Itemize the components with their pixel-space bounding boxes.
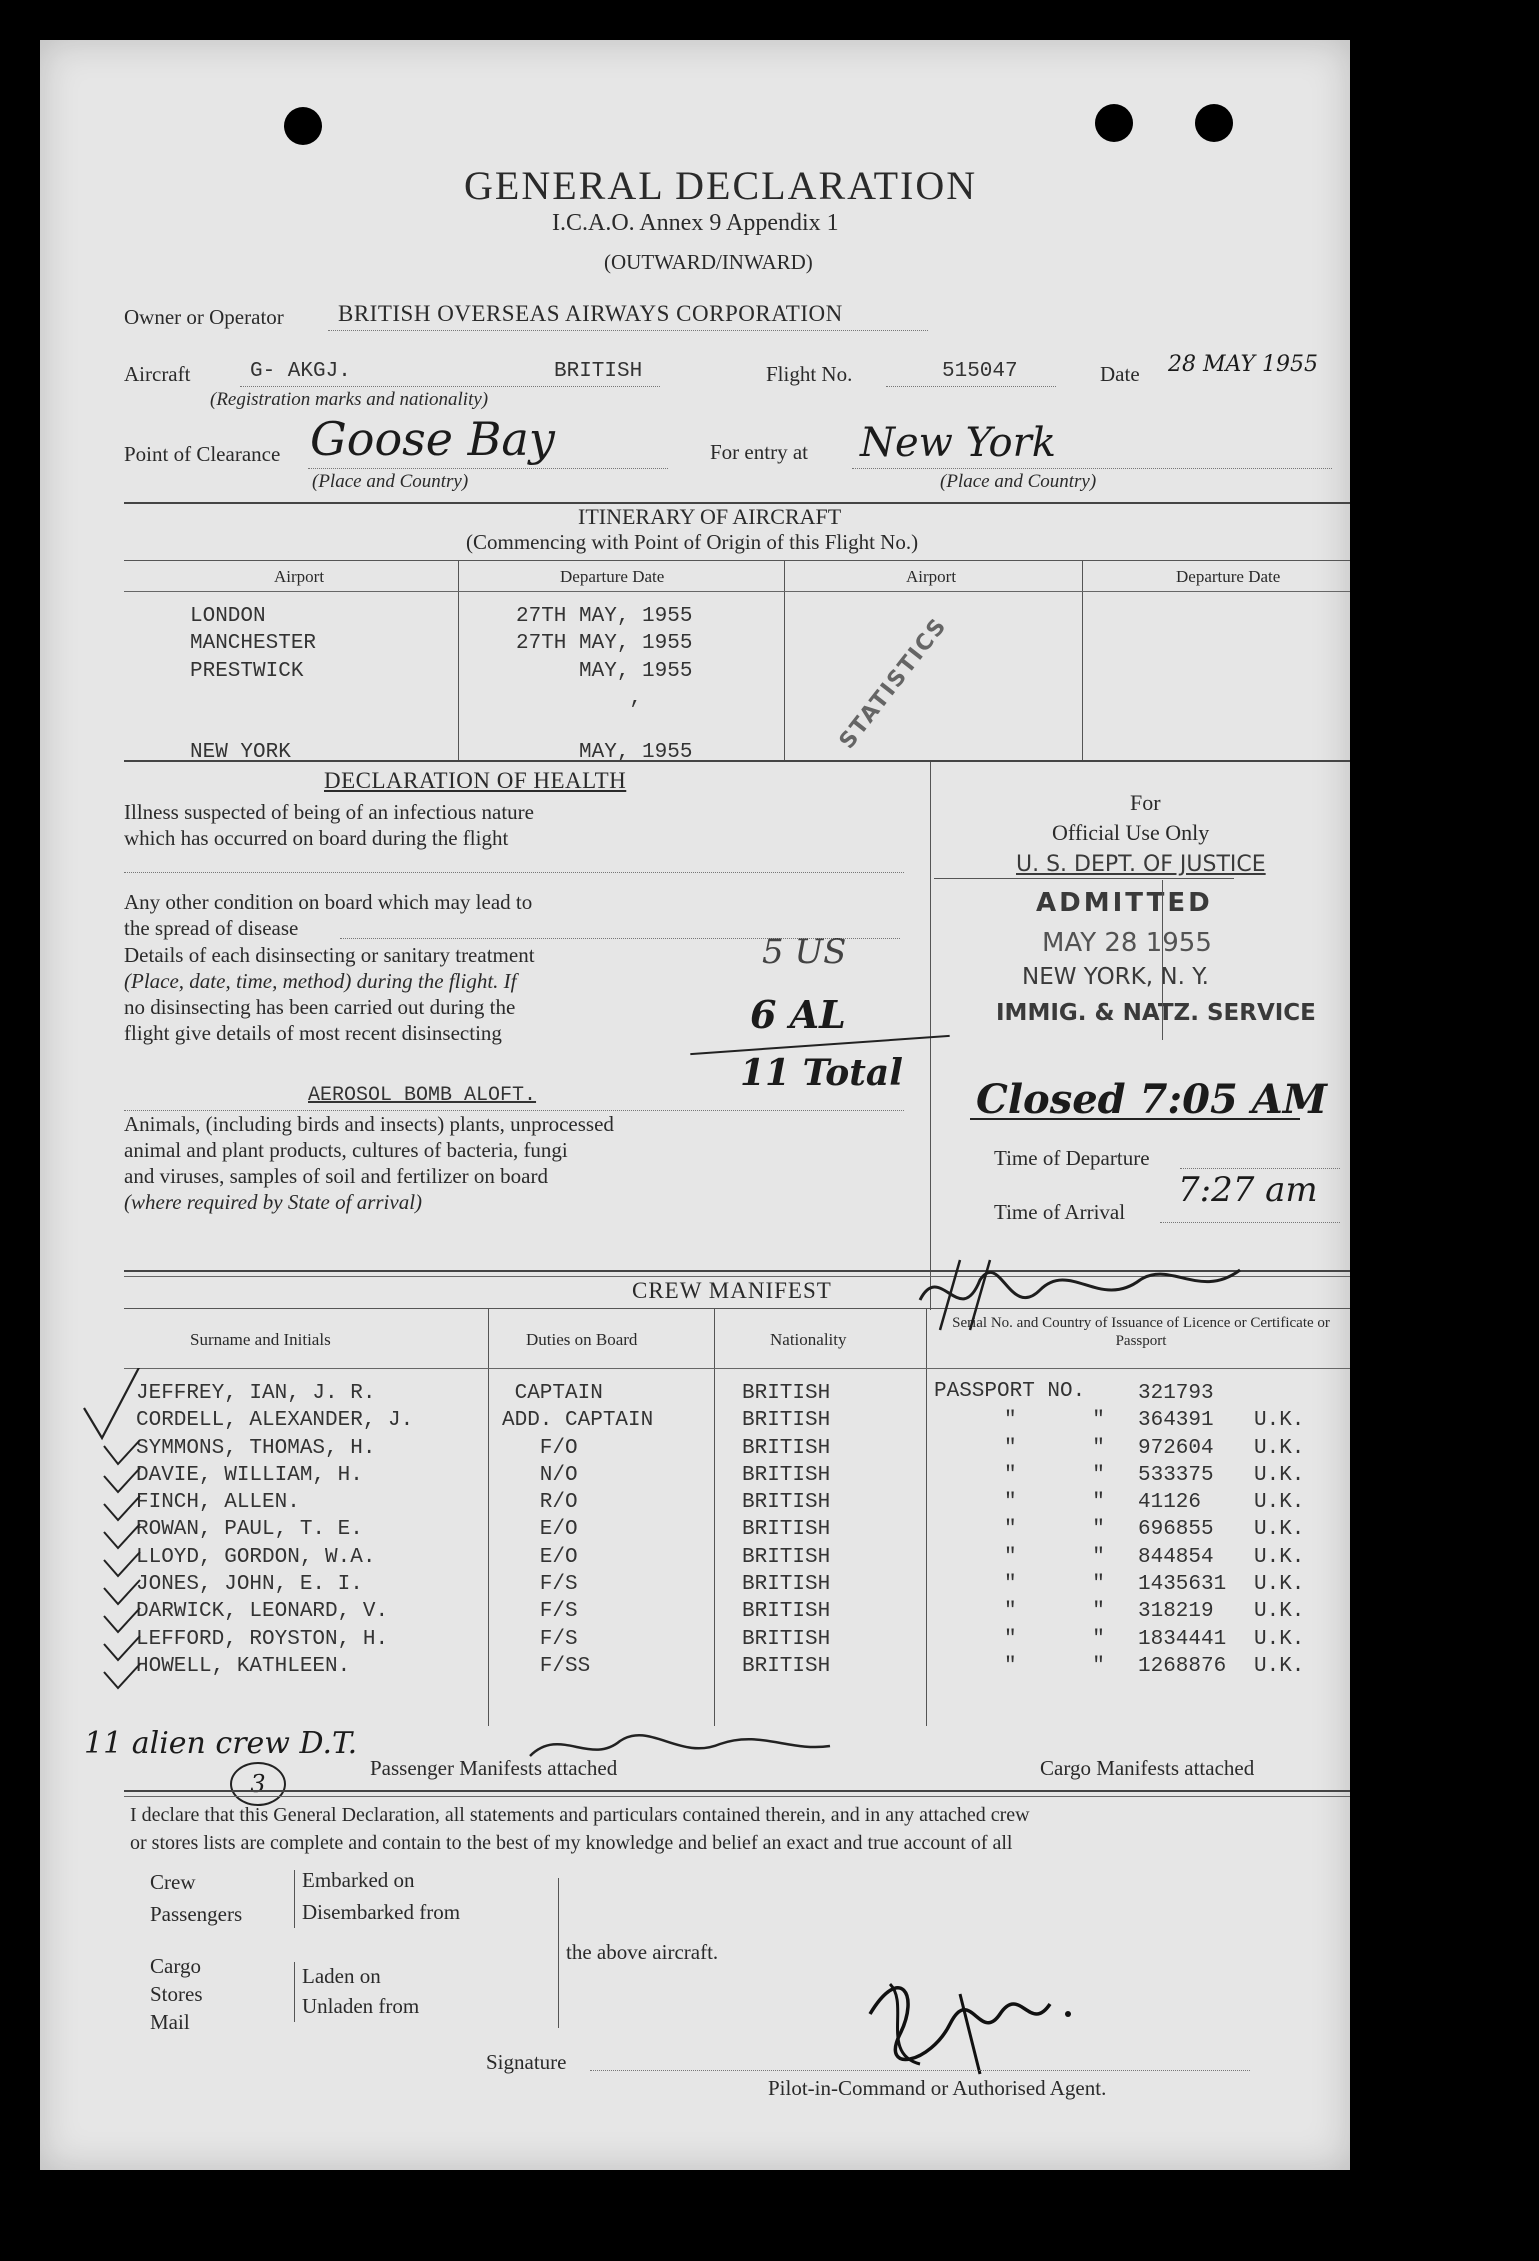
aircraft-label: Aircraft (124, 362, 191, 386)
crew-serial-numbers: 321793 364391 972604 533375 41126 696855 844854 1435631 318219 1834441 1268876 (1138, 1382, 1227, 1678)
health-other-line-2: the spread of disease (124, 916, 299, 940)
crew-label: Crew (150, 1870, 196, 1894)
crew-check-marks (74, 1368, 194, 1698)
cargo-manifests-label: Cargo Manifests attached (1040, 1756, 1255, 1780)
crew-country: U.K. U.K. U.K. U.K. U.K. U.K. U.K. U.K. U.K. U.K. (1254, 1409, 1305, 1678)
form-direction: (OUTWARD/INWARD) (604, 250, 813, 274)
clearance-value: Goose Bay (310, 412, 555, 466)
signature-label: Signature (486, 2050, 567, 2074)
embarked-label: Embarked on (302, 1868, 415, 1892)
passport-label: PASSPORT NO. (934, 1380, 1086, 1403)
tally-us: 5 US (762, 932, 847, 972)
health-animals-line-4: (where required by State of arrival) (124, 1190, 423, 1214)
itinerary-title: ITINERARY OF AIRCRAFT (578, 504, 842, 529)
laden-label: Laden on (302, 1964, 381, 1988)
entry-label: For entry at (710, 440, 808, 464)
health-other-line-1: Any other condition on board which may lead to (124, 890, 533, 914)
closed-note: Closed 7:05 AM (976, 1076, 1328, 1123)
time-of-arrival-label: Time of Arrival (994, 1200, 1126, 1224)
date-label: Date (1100, 362, 1140, 386)
itinerary-header-date-2: Departure Date (1176, 567, 1281, 586)
health-animals-line-3: and viruses, samples of soil and fertilizer on board (124, 1164, 548, 1188)
aircraft-registration: G- AKGJ. (250, 360, 351, 383)
stamp-rule-1 (934, 878, 1234, 879)
above-aircraft-label: the above aircraft. (566, 1940, 719, 1964)
declaration-line-1: I declare that this General Declaration, all statements and particulars contained therein, and in any attached crew (130, 1804, 1030, 1826)
aerosol-note: AEROSOL BOMB ALOFT. (308, 1084, 537, 1107)
flight-value: 515047 (942, 360, 1018, 383)
stamp-divider (1162, 880, 1163, 1040)
statistics-stamp: STATISTICS (834, 613, 953, 754)
crew-header-duties: Duties on Board (526, 1330, 638, 1349)
passengers-label: Passengers (150, 1902, 243, 1926)
official-heading-1: For (1130, 790, 1161, 815)
itinerary-header-airport-1: Airport (274, 567, 325, 586)
health-illness-line-1: Illness suspected of being of an infectious nature (124, 800, 534, 824)
cargo-label: Cargo (150, 1954, 201, 1978)
stores-label: Stores (150, 1982, 203, 2006)
departure-line (1180, 1168, 1340, 1169)
owner-underline (328, 330, 928, 331)
arrival-line (1160, 1222, 1340, 1223)
crew-ditto-marks: " " " " " " " " " " " " " " " " " " " " (1004, 1409, 1105, 1678)
pilot-signature (840, 1954, 1080, 2094)
itinerary-grid (124, 560, 1350, 765)
bracket-2 (294, 1962, 295, 2022)
crew-names: JEFFREY, IAN, J. R. CORDELL, ALEXANDER, J. SYMMONS, THOMAS, H. DAVIE, WILLIAM, H. FINCH, ALLEN. ROWAN, PAUL, T. E. LLOYD, GORDON, W.A. JONES, JOHN, E. I. DARWICK, LEONARD, V. LEFFORD, ROYSTON, H. HOWELL, KATHLEEN. (136, 1382, 414, 1678)
signature-line (590, 2070, 1250, 2071)
form-subtitle: I.C.A.O. Annex 9 Appendix 1 (552, 210, 839, 236)
rule-health-top (124, 760, 1350, 762)
itinerary-header-date-1: Departure Date (560, 567, 665, 586)
health-illness-line-2: which has occurred on board during the flight (124, 826, 509, 850)
aerosol-line (124, 1110, 904, 1111)
aircraft-underline (240, 386, 660, 387)
stamp-admitted: ADMITTED (1036, 888, 1213, 918)
place-caption-2: (Place and Country) (940, 471, 1097, 492)
bracket-1 (294, 1870, 295, 1928)
date-value: 28 MAY 1955 (1168, 352, 1319, 377)
flight-label: Flight No. (766, 362, 853, 386)
stamp-city: NEW YORK, N. Y. (1022, 964, 1209, 990)
crew-nationality: BRITISH BRITISH BRITISH BRITISH BRITISH BRITISH BRITISH BRITISH BRITISH BRITISH BRITISH (742, 1382, 831, 1678)
itinerary-header-airport-2: Airport (906, 567, 957, 586)
health-details-line-1: Details of each disinsecting or sanitary treatment (124, 943, 535, 967)
crew-duties: CAPTAIN ADD. CAPTAIN F/O N/O R/O E/O E/O F/S F/S F/S F/SS (502, 1382, 654, 1678)
health-details-line-2: (Place, date, time, method) during the flight. If (124, 969, 517, 993)
time-of-departure-label: Time of Departure (994, 1146, 1150, 1170)
declaration-line-2: or stores lists are complete and contain to the best of my knowledge and belief an exact and true account of all (130, 1832, 1013, 1854)
health-details-line-4: flight give details of most recent disinsecting (124, 1021, 502, 1045)
tally-al: 6 AL (750, 992, 846, 1037)
punch-hole-right-1 (1095, 104, 1133, 142)
place-caption-1: (Place and Country) (312, 471, 469, 492)
declaration-form-sheet (40, 40, 1350, 2170)
punch-hole-left (284, 107, 322, 145)
stamp-dept-justice: U. S. DEPT. OF JUSTICE (1016, 852, 1266, 877)
crew-header-surname: Surname and Initials (190, 1330, 331, 1349)
crew-header-nationality: Nationality (770, 1330, 847, 1349)
health-animals-line-1: Animals, (including birds and insects) plants, unprocessed (124, 1112, 614, 1136)
mail-label: Mail (150, 2010, 190, 2034)
crew-header-serial: Serial No. and Country of Issuance of Licence or Certificate or Passport (952, 1315, 1330, 1349)
crew-grid (124, 1308, 1350, 1726)
stamp-service: IMMIG. & NATZ. SERVICE (996, 1000, 1316, 1026)
entry-underline (852, 468, 1332, 469)
health-details-line-3: no disinsecting has been carried out during the (124, 995, 516, 1019)
itinerary-subtitle: (Commencing with Point of Origin of this Flight No.) (466, 530, 919, 554)
illness-answer-line (124, 872, 904, 873)
closed-underline (970, 1118, 1300, 1120)
owner-label: Owner or Operator (124, 305, 284, 329)
health-title: DECLARATION OF HEALTH (324, 768, 627, 793)
owner-value: BRITISH OVERSEAS AIRWAYS CORPORATION (338, 301, 843, 326)
pilot-in-command-label: Pilot-in-Command or Authorised Agent. (768, 2076, 1107, 2100)
aircraft-nationality: BRITISH (554, 360, 643, 383)
passenger-manifests-label: Passenger Manifests attached (370, 1756, 618, 1780)
rule-declaration-top (124, 1790, 1350, 1792)
rule-declaration-top-2 (124, 1796, 1350, 1797)
entry-value: New York (860, 420, 1056, 466)
itinerary-departure-dates: 27TH MAY, 1955 27TH MAY, 1955 MAY, 1955 , MAY, 1955 (516, 605, 693, 765)
official-heading-2: Official Use Only (1052, 820, 1210, 845)
circled-count: 3 (230, 1762, 286, 1806)
alien-crew-note: 11 alien crew D.T. (84, 1726, 358, 1761)
inspector-initials-mark (900, 1240, 1280, 1350)
itinerary-airports: LONDON MANCHESTER PRESTWICK NEW YORK (190, 605, 317, 765)
registration-caption: (Registration marks and nationality) (210, 389, 489, 410)
form-title: GENERAL DECLARATION (464, 163, 978, 208)
crew-manifest-title: CREW MANIFEST (632, 1278, 832, 1303)
clearance-underline (308, 468, 668, 469)
tally-total: 11 Total (740, 1052, 903, 1094)
health-animals-line-2: animal and plant products, cultures of bacteria, fungi (124, 1138, 568, 1162)
punch-hole-right-2 (1195, 104, 1233, 142)
stamp-date: MAY 28 1955 (1042, 928, 1212, 958)
big-bracket (558, 1878, 559, 2028)
time-of-arrival-value: 7:27 am (1178, 1170, 1318, 1210)
clearance-label: Point of Clearance (124, 442, 281, 466)
disembarked-label: Disembarked from (302, 1900, 461, 1924)
flight-underline (886, 386, 1056, 387)
unladen-label: Unladen from (302, 1994, 420, 2018)
